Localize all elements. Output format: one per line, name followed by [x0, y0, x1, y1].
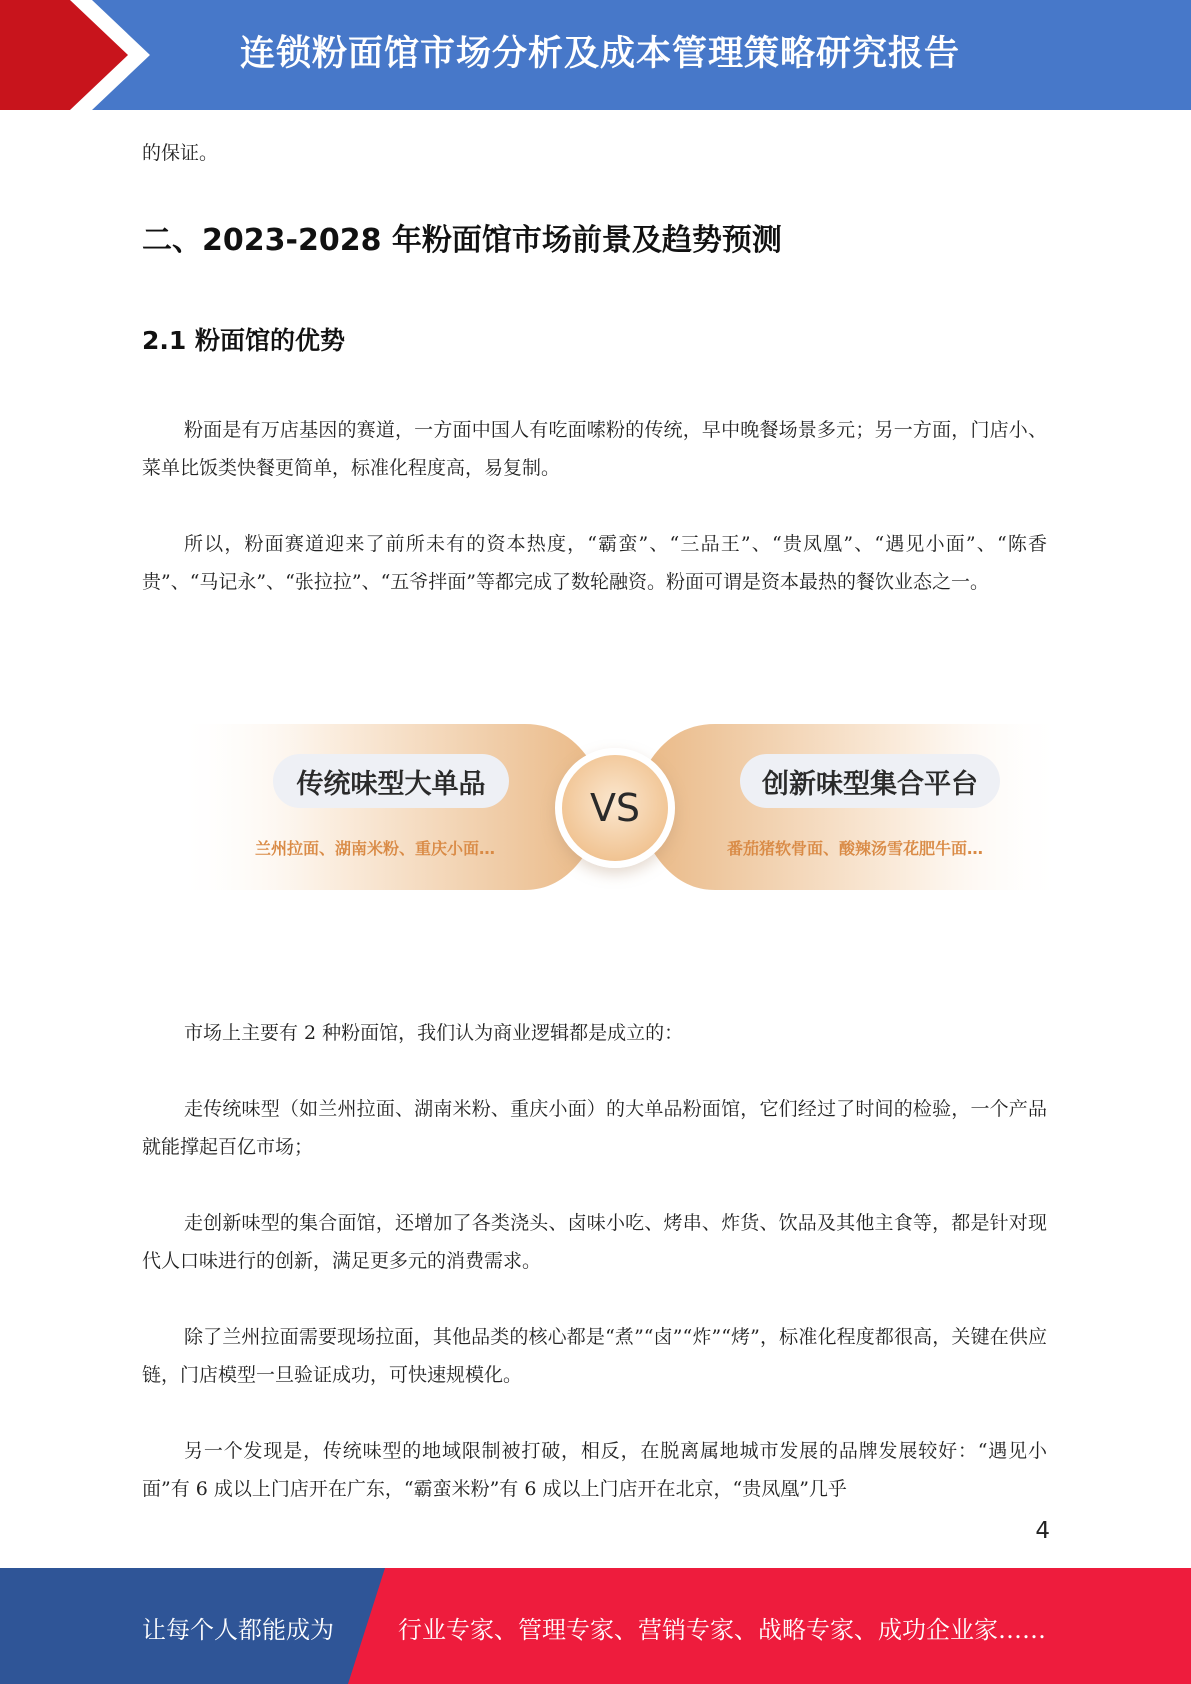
- vs-badge: VS: [555, 748, 675, 868]
- page-footer: [0, 1568, 1191, 1684]
- paragraph-1: 粉面是有万店基因的赛道，一方面中国人有吃面嗦粉的传统，早中晚餐场景多元；另一方面，门店小、菜单比饭类快餐更简单，标准化程度高，易复制。: [142, 419, 1047, 479]
- paragraph-6: 除了兰州拉面需要现场拉面，其他品类的核心都是“煮”“卤”“炸”“烤”，标准化程度都很高，关键在供应链，门店模型一旦验证成功，可快速规模化。: [142, 1326, 1047, 1386]
- paragraph-5: 走创新味型的集合面馆，还增加了各类浇头、卤味小吃、烤串、炸货、饮品及其他主食等，都是针对现代人口味进行的创新，满足更多元的消费需求。: [142, 1212, 1047, 1272]
- page-header: [0, 0, 1191, 110]
- subsection-heading: 2.1 粉面馆的优势: [142, 326, 345, 355]
- section-heading: 二、2023-2028 年粉面馆市场前景及趋势预测: [142, 223, 782, 258]
- paragraph-2: 所以，粉面赛道迎来了前所未有的资本热度，“霸蛮”、“三品王”、“贵凤凰”、“遇见小面”、“陈香贵”、“马记永”、“张拉拉”、“五爷拌面”等都完成了数轮融资。粉面可谓是资本最热的餐饮业态之一。: [142, 533, 1047, 593]
- paragraph-3: 市场上主要有 2 种粉面馆，我们认为商业逻辑都是成立的：: [184, 1022, 684, 1044]
- right-category-title: 创新味型集合平台: [740, 754, 1000, 808]
- right-category-examples: 番茄猪软骨面、酸辣汤雪花肥牛面…: [727, 839, 984, 858]
- left-category-examples: 兰州拉面、湖南米粉、重庆小面…: [255, 839, 496, 858]
- paragraph-7: 另一个发现是，传统味型的地域限制被打破，相反，在脱离属地城市发展的品牌发展较好：“遇见小面”有 6 成以上门店开在广东，“霸蛮米粉”有 6 成以上门店开在北京，“贵凤凰”几乎: [142, 1440, 1047, 1500]
- footer-slogan-left: 让每个人都能成为: [142, 1616, 334, 1644]
- vs-comparison-graphic: [175, 718, 1065, 908]
- paragraph-continuation: 的保证。: [142, 142, 219, 164]
- footer-slogan-right: 行业专家、管理专家、营销专家、战略专家、成功企业家……: [398, 1616, 1046, 1644]
- left-category-title: 传统味型大单品: [273, 754, 509, 808]
- page-number: 4: [1035, 1518, 1050, 1544]
- paragraph-4: 走传统味型（如兰州拉面、湖南米粉、重庆小面）的大单品粉面馆，它们经过了时间的检验，一个产品就能撑起百亿市场；: [142, 1098, 1047, 1158]
- header-title: 连锁粉面馆市场分析及成本管理策略研究报告: [240, 34, 961, 74]
